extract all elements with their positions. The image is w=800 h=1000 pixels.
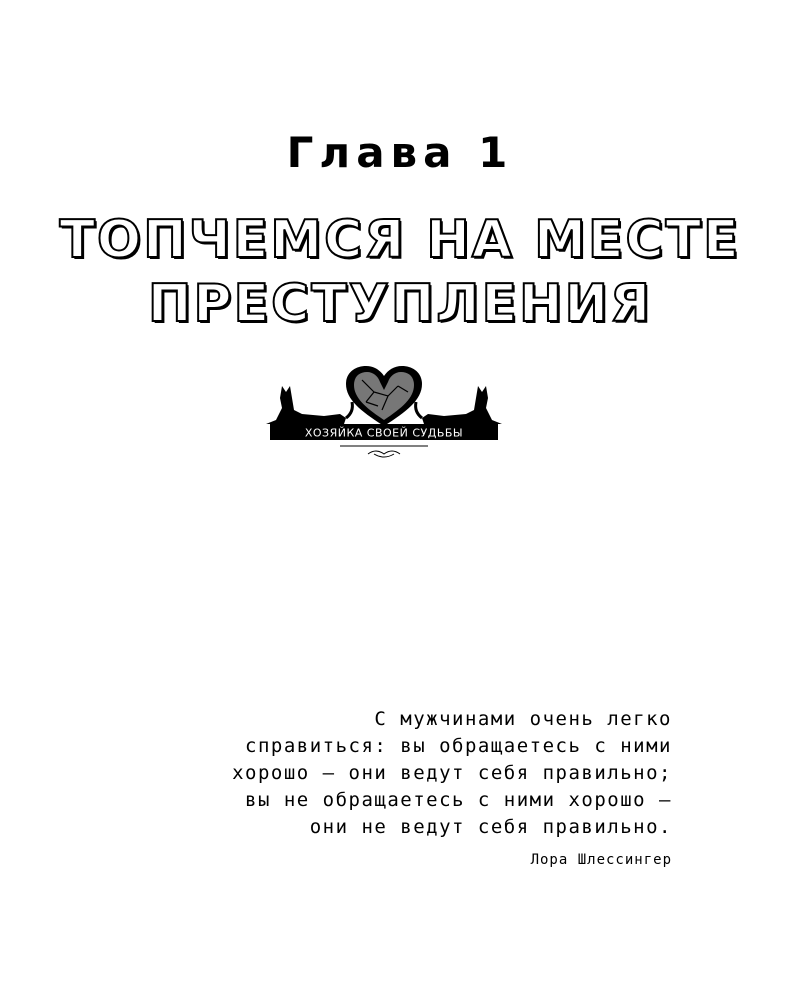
- heart-icon: [346, 366, 422, 426]
- epigraph: [112, 706, 672, 841]
- emblem-banner-text: ХОЗЯЙКА СВОЕЙ СУДЬБЫ: [304, 426, 464, 440]
- epigraph-author: Лора Шлессингер: [530, 852, 672, 868]
- epigraph-line-2: справиться: вы обращаетесь с ними: [245, 735, 672, 757]
- epigraph-line-1: С мужчинами очень легко: [374, 708, 672, 730]
- epigraph-line-3: хорошо – они ведут себя правильно;: [232, 762, 672, 784]
- cat-left-icon: [266, 386, 352, 424]
- epigraph-line-5: они не ведут себя правильно.: [309, 816, 672, 838]
- chapter-title-line-1: ТОПЧЕМСЯ НА МЕСТЕ: [59, 210, 741, 270]
- chapter-title: [0, 208, 800, 336]
- cat-right-icon: [416, 386, 502, 424]
- ornament-icon: [340, 446, 428, 457]
- epigraph-line-4: вы не обращаетесь с ними хорошо –: [245, 789, 672, 811]
- series-emblem: [262, 362, 506, 462]
- chapter-title-line-2: ПРЕСТУПЛЕНИЯ: [147, 274, 653, 334]
- chapter-label: Глава 1: [286, 128, 514, 177]
